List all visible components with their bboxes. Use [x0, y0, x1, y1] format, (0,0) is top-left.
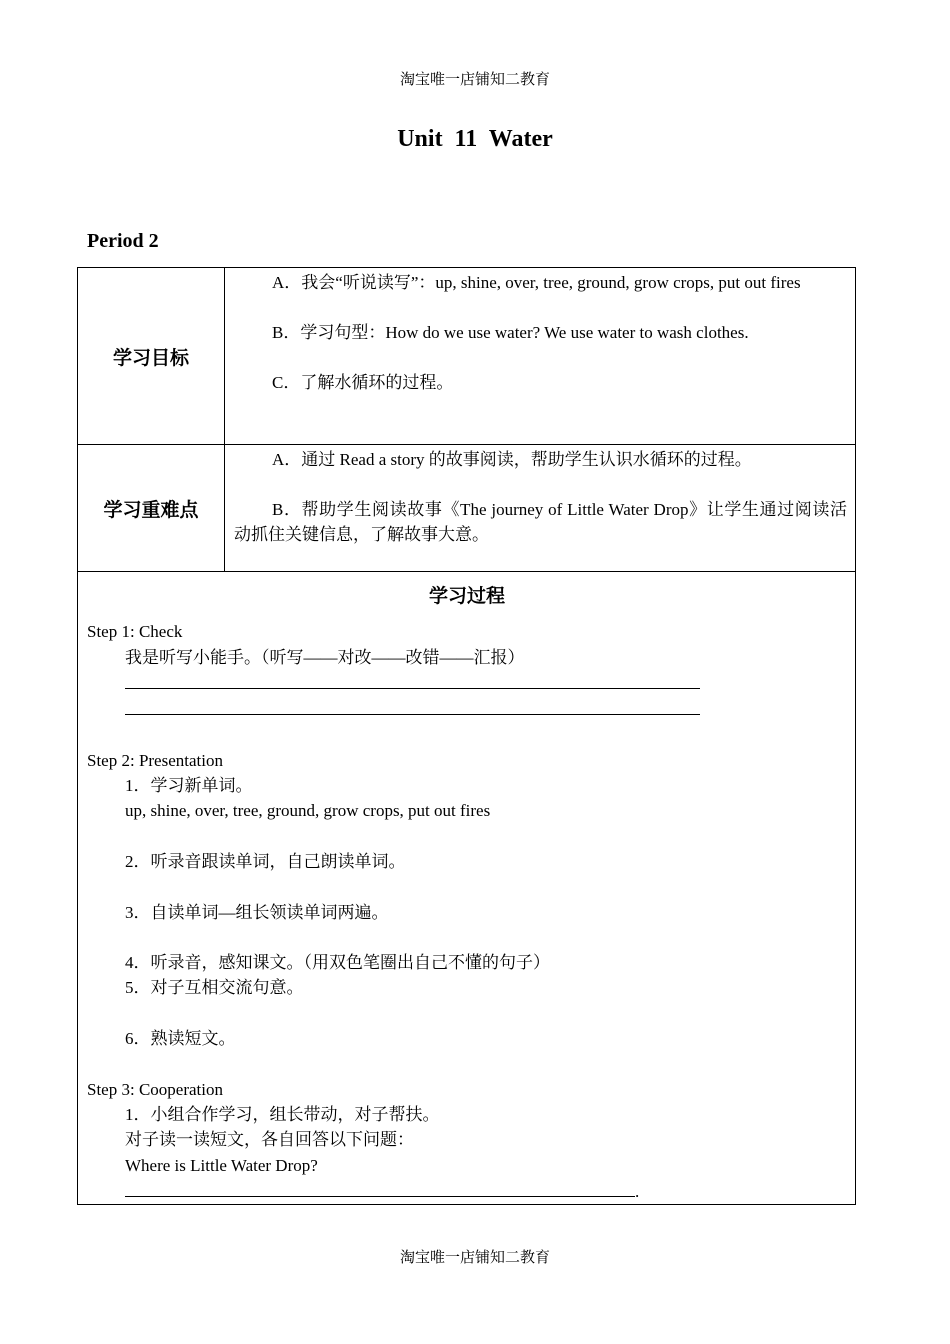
- process-row: [78, 572, 856, 1205]
- goals-label: 学习目标: [78, 268, 225, 445]
- key-points-label: 学习重难点: [78, 445, 225, 572]
- goals-row: [78, 268, 856, 445]
- process-title: 学习过程: [428, 585, 505, 607]
- answer-line: [87, 670, 847, 696]
- step2-item-6: 6．熟读短文。: [125, 1029, 236, 1049]
- step3-heading: Step 3: Cooperation: [87, 1079, 223, 1099]
- goals-content: [225, 268, 856, 445]
- lesson-plan-table: [77, 267, 856, 1205]
- goal-a: A．我会“听说读写”：up, shine, over, tree, ground, grow crops, put out fires: [272, 273, 801, 292]
- key-point-a: A．通过 Read a story 的故事阅读，帮助学生认识水循环的过程。: [272, 450, 752, 469]
- goal-b: B．学习句型：How do we use water? We use water to wash clothes.: [272, 323, 749, 342]
- step3-question: Where is Little Water Drop?: [125, 1155, 318, 1175]
- step2-heading: Step 2: Presentation: [87, 750, 223, 770]
- key-points-content: [225, 445, 856, 572]
- step2-item-4: 4．听录音，感知课文。（用双色笔圈出自己不懂的句子）: [125, 953, 550, 973]
- process-content: [78, 572, 856, 1205]
- step3-instruction: 对子读一读短文，各自回答以下问题：: [125, 1130, 414, 1150]
- page-footer: 淘宝唯一店铺知二教育: [399, 1250, 550, 1266]
- step3-item-1: 1．小组合作学习，组长带动，对子帮扶。: [125, 1104, 440, 1124]
- period-label: Period 2: [87, 230, 159, 252]
- step1-instruction: 我是听写小能手。（听写——对改——改错——汇报）: [125, 647, 525, 667]
- answer-line: [87, 1178, 847, 1204]
- document-title: Unit 11 Water: [397, 126, 553, 152]
- answer-line-period: .: [635, 1181, 640, 1201]
- goal-c: C．了解水循环的过程。: [272, 373, 454, 392]
- step2-item-2: 2．听录音跟读单词，自己朗读单词。: [125, 851, 406, 871]
- step1-heading: Step 1: Check: [87, 622, 183, 642]
- key-point-b: B．帮助学生阅读故事《The journey of Little Water Drop》让学生通过阅读活动抓住关键信息，了解故事大意。: [234, 500, 847, 544]
- step2-item-3: 3．自读单词—组长领读单词两遍。: [125, 902, 389, 922]
- key-points-row: [78, 445, 856, 572]
- answer-line: [87, 696, 847, 722]
- step2-word-list: up, shine, over, tree, ground, grow crops, put out fires: [125, 801, 491, 821]
- page-header: 淘宝唯一店铺知二教育: [399, 72, 550, 88]
- step2-item-5: 5．对子互相交流句意。: [125, 978, 304, 998]
- step2-item-1: 1．学习新单词。: [125, 776, 253, 796]
